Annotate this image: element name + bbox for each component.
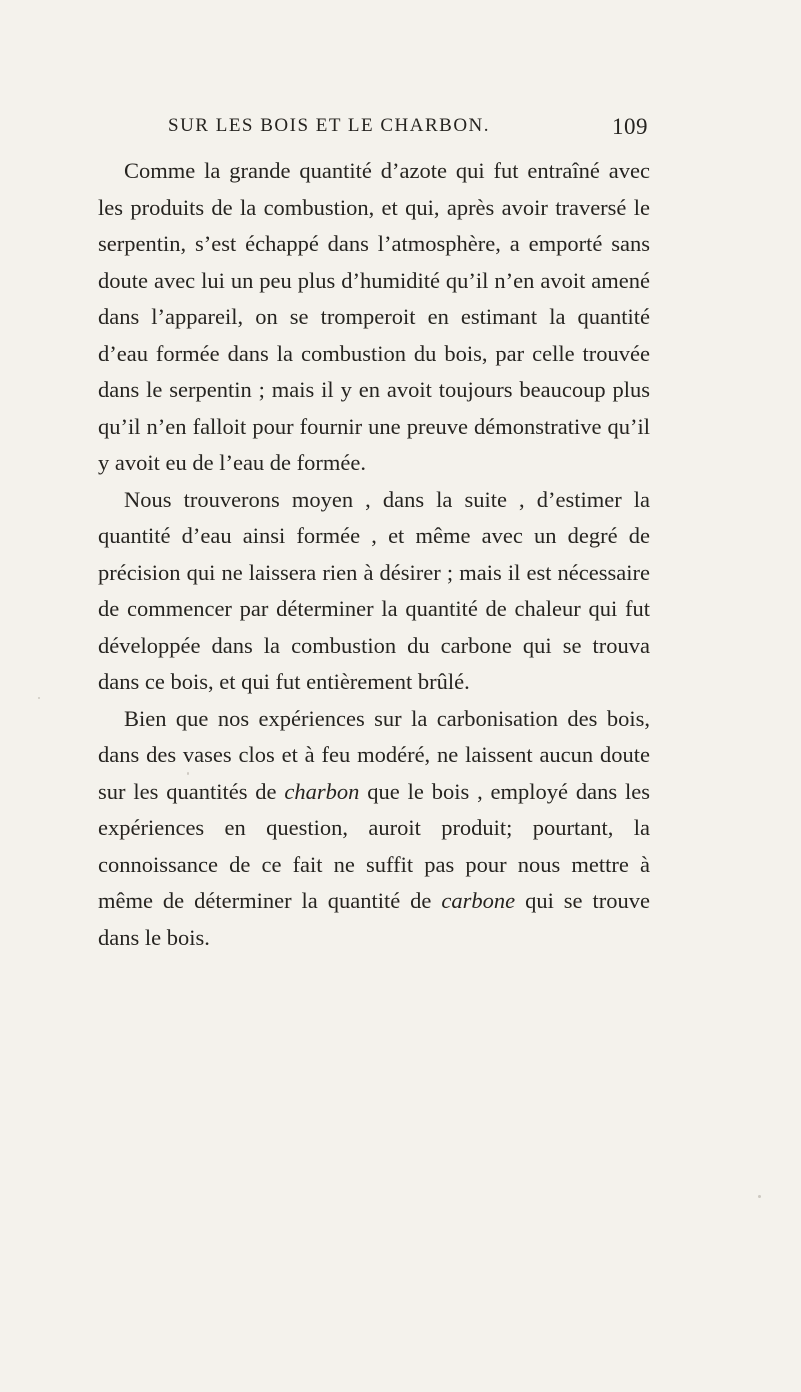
running-head: SUR LES BOIS ET LE CHARBON. [168, 115, 491, 136]
paper-speck [187, 772, 189, 775]
body-text [98, 153, 650, 956]
paragraph-3 [98, 701, 650, 957]
paper-speck [758, 1195, 761, 1198]
page-header [168, 115, 648, 145]
italic-charbon: charbon [284, 778, 360, 804]
italic-carbone: carbone [441, 888, 516, 913]
paragraph-3-part-1: Bien que nos expériences sur la carbonisation des bois, dans des vases clos et à feu modéré, ne laissent aucun doute sur les quantités de [98, 705, 650, 804]
paragraph-1: Comme la grande quantité d’azote qui fut entraîné avec les produits de la combustion, et qui, après avoir traversé le serpentin, s’est échappé dans l’atmosphère, a emporté sans doute avec lui un peu plus d’humidité qu’il n’en avoit amené dans l’appareil, on se tromperoit en estimant la quantité d’eau formée dans la combustion du bois, par celle trouvée dans le serpentin ; mais il y en avoit toujours beaucoup plus qu’il n’en falloit pour fournir une preuve démonstrative qu’il y avoit eu de l’eau de formée. [98, 158, 650, 475]
paper-speck [38, 697, 40, 699]
paragraph-2: Nous trouverons moyen , dans la suite , d’estimer la quantité d’eau ainsi formée , et même avec un degré de précision qui ne laissera rien à désirer ; mais il est nécessaire de commencer par déterminer la quantité de chaleur qui fut développée dans la combustion du carbone qui se trouva dans ce bois, et qui fut entièrement brûlé. [98, 486, 650, 694]
paragraph-3-part-2: que le bois , employé dans les expériences en question, auroit produit; pourtant, la connoissance de ce fait ne suffit pas pour nous mettre à même de déterminer la quantité de [98, 778, 650, 913]
page-number: 109 [612, 114, 648, 139]
paragraph-3-part-3: qui se trouve dans le bois. [98, 888, 650, 950]
